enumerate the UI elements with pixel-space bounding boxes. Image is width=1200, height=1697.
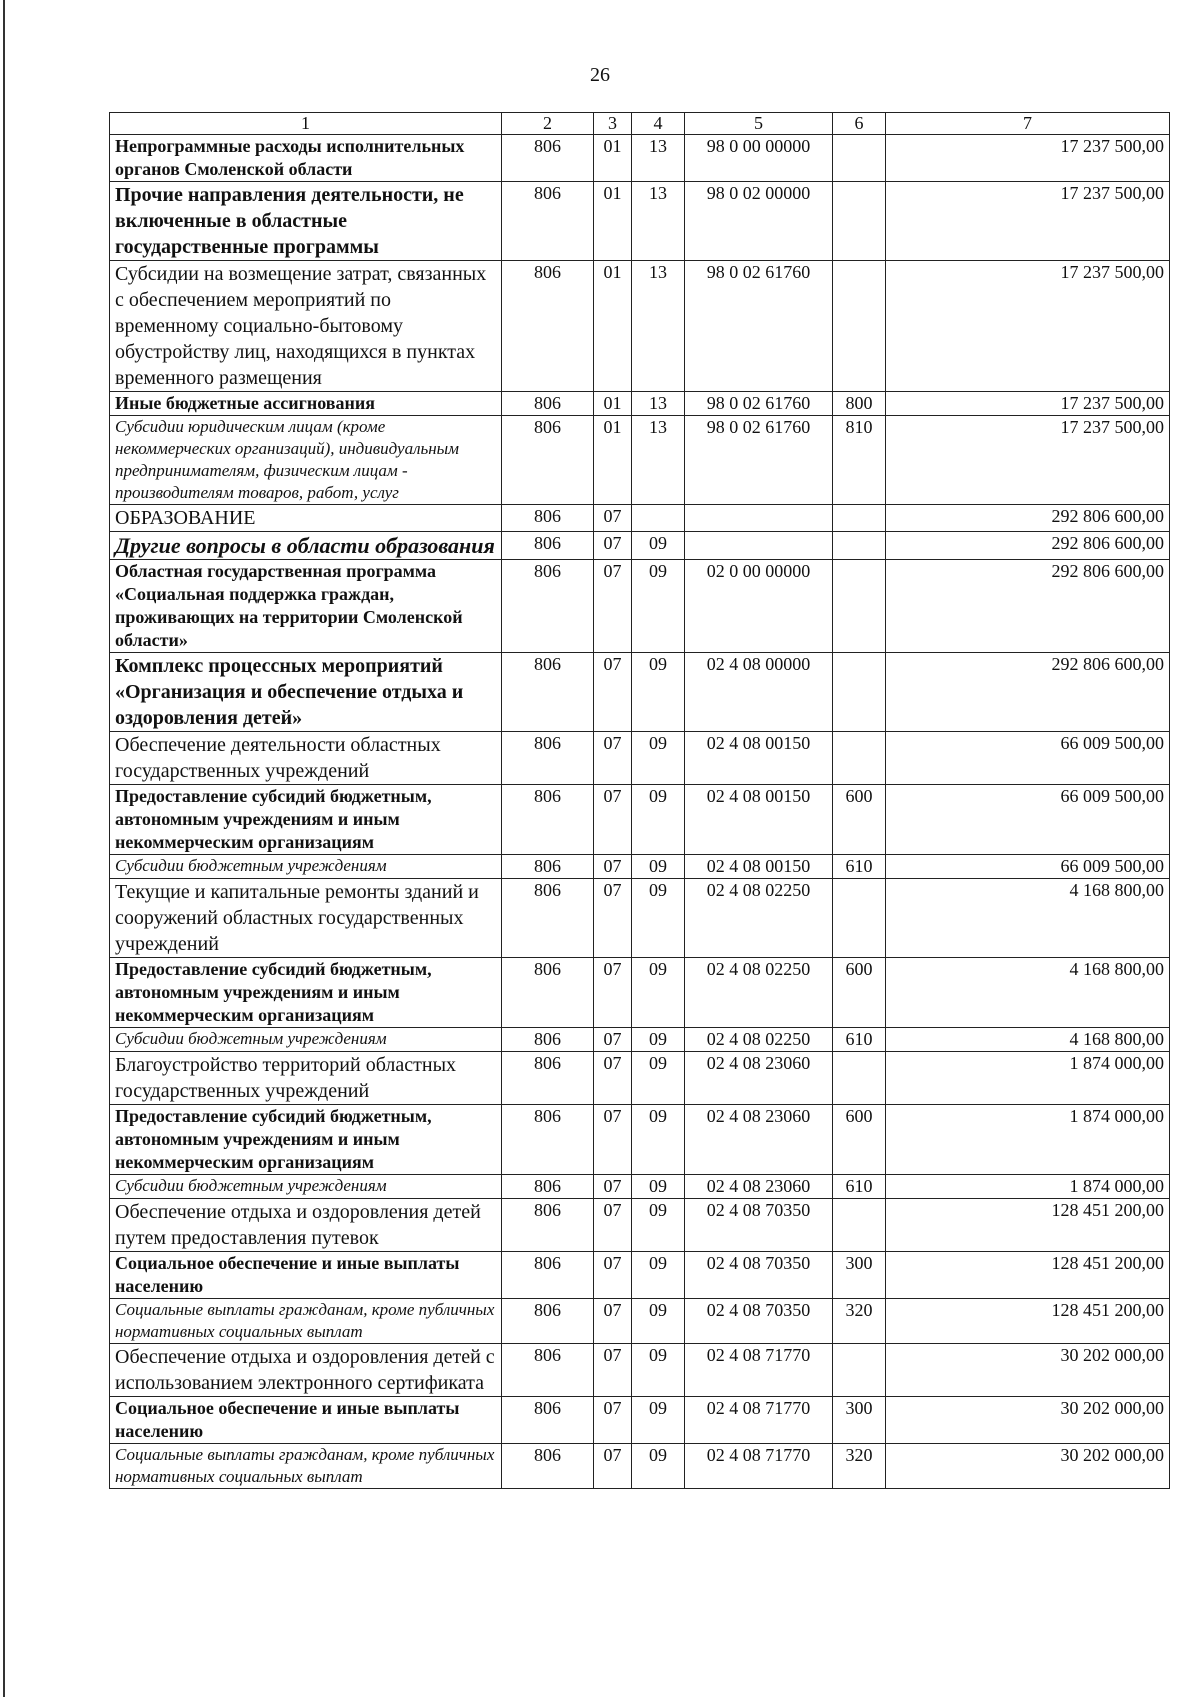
cell-amount: 292 806 600,00 (886, 653, 1170, 732)
cell-expense-type (833, 560, 886, 653)
cell-expense-type (833, 879, 886, 958)
table-row (110, 135, 1170, 182)
cell-target-article: 98 0 02 00000 (685, 182, 833, 261)
table-row (110, 392, 1170, 416)
table-row (110, 1252, 1170, 1299)
cell-section-code: 07 (594, 1299, 632, 1344)
cell-subsection-code: 09 (632, 1252, 685, 1299)
cell-amount: 66 009 500,00 (886, 732, 1170, 785)
cell-amount: 292 806 600,00 (886, 560, 1170, 653)
cell-ministry-code: 806 (502, 532, 594, 560)
cell-target-article: 02 4 08 70350 (685, 1299, 833, 1344)
cell-ministry-code: 806 (502, 653, 594, 732)
cell-item-name: Обеспечение отдыха и оздоровления детей с использованием электронного сертификата (110, 1344, 502, 1397)
cell-target-article: 02 0 00 00000 (685, 560, 833, 653)
cell-amount: 17 237 500,00 (886, 135, 1170, 182)
cell-section-code: 07 (594, 532, 632, 560)
cell-ministry-code: 806 (502, 855, 594, 879)
cell-section-code: 07 (594, 1052, 632, 1105)
table-row (110, 532, 1170, 560)
cell-item-name: ОБРАЗОВАНИЕ (110, 505, 502, 532)
cell-target-article: 02 4 08 02250 (685, 879, 833, 958)
cell-item-name: Обеспечение отдыха и оздоровления детей путем предоставления путевок (110, 1199, 502, 1252)
cell-section-code: 07 (594, 505, 632, 532)
cell-ministry-code: 806 (502, 879, 594, 958)
cell-amount: 66 009 500,00 (886, 785, 1170, 855)
cell-section-code: 01 (594, 261, 632, 392)
cell-ministry-code: 806 (502, 958, 594, 1028)
cell-item-name: Социальное обеспечение и иные выплаты населению (110, 1397, 502, 1444)
cell-section-code: 07 (594, 1105, 632, 1175)
cell-target-article: 98 0 02 61760 (685, 392, 833, 416)
cell-subsection-code: 13 (632, 135, 685, 182)
cell-subsection-code: 09 (632, 1299, 685, 1344)
cell-ministry-code: 806 (502, 1052, 594, 1105)
cell-subsection-code: 09 (632, 653, 685, 732)
cell-target-article: 02 4 08 70350 (685, 1252, 833, 1299)
table-row (110, 261, 1170, 392)
cell-ministry-code: 806 (502, 1397, 594, 1444)
cell-ministry-code: 806 (502, 1175, 594, 1199)
table-row (110, 1397, 1170, 1444)
cell-subsection-code: 09 (632, 1105, 685, 1175)
cell-expense-type (833, 653, 886, 732)
budget-table (109, 112, 1170, 1489)
table-row (110, 653, 1170, 732)
cell-amount: 1 874 000,00 (886, 1052, 1170, 1105)
table-row (110, 1199, 1170, 1252)
table-row (110, 505, 1170, 532)
cell-expense-type: 600 (833, 958, 886, 1028)
cell-expense-type (833, 182, 886, 261)
cell-section-code: 07 (594, 732, 632, 785)
cell-subsection-code: 09 (632, 879, 685, 958)
cell-item-name: Субсидии бюджетным учреждениям (110, 1175, 502, 1199)
cell-amount: 4 168 800,00 (886, 958, 1170, 1028)
table-row (110, 879, 1170, 958)
table-row (110, 1052, 1170, 1105)
cell-expense-type: 600 (833, 785, 886, 855)
cell-expense-type: 300 (833, 1252, 886, 1299)
cell-section-code: 07 (594, 560, 632, 653)
cell-item-name: Благоустройство территорий областных государственных учреждений (110, 1052, 502, 1105)
cell-subsection-code: 09 (632, 1199, 685, 1252)
cell-section-code: 01 (594, 135, 632, 182)
cell-amount: 4 168 800,00 (886, 879, 1170, 958)
table-row (110, 182, 1170, 261)
cell-section-code: 01 (594, 182, 632, 261)
column-header: 6 (833, 113, 886, 135)
table-row (110, 958, 1170, 1028)
cell-subsection-code: 09 (632, 1028, 685, 1052)
cell-ministry-code: 806 (502, 1299, 594, 1344)
cell-item-name: Областная государственная программа «Социальная поддержка граждан, проживающих на территории Смоленской области» (110, 560, 502, 653)
cell-expense-type: 320 (833, 1299, 886, 1344)
cell-expense-type: 300 (833, 1397, 886, 1444)
table-row (110, 732, 1170, 785)
table-row (110, 1105, 1170, 1175)
cell-ministry-code: 806 (502, 261, 594, 392)
cell-ministry-code: 806 (502, 416, 594, 505)
table-row (110, 560, 1170, 653)
cell-amount: 1 874 000,00 (886, 1105, 1170, 1175)
cell-ministry-code: 806 (502, 1028, 594, 1052)
cell-subsection-code: 09 (632, 1444, 685, 1489)
table-row (110, 1028, 1170, 1052)
cell-expense-type: 810 (833, 416, 886, 505)
cell-item-name: Комплекс процессных мероприятий «Организация и обеспечение отдыха и оздоровления детей» (110, 653, 502, 732)
cell-target-article: 98 0 00 00000 (685, 135, 833, 182)
cell-ministry-code: 806 (502, 785, 594, 855)
column-header: 2 (502, 113, 594, 135)
cell-ministry-code: 806 (502, 1199, 594, 1252)
table-row (110, 1444, 1170, 1489)
cell-amount: 30 202 000,00 (886, 1344, 1170, 1397)
cell-section-code: 07 (594, 1028, 632, 1052)
cell-expense-type (833, 732, 886, 785)
cell-subsection-code: 09 (632, 785, 685, 855)
cell-target-article: 02 4 08 23060 (685, 1052, 833, 1105)
table-row (110, 1344, 1170, 1397)
cell-amount: 30 202 000,00 (886, 1397, 1170, 1444)
scan-edge-line (3, 0, 5, 1697)
cell-subsection-code: 13 (632, 182, 685, 261)
cell-section-code: 07 (594, 855, 632, 879)
column-header: 1 (110, 113, 502, 135)
cell-ministry-code: 806 (502, 392, 594, 416)
cell-target-article: 02 4 08 00150 (685, 732, 833, 785)
cell-amount: 66 009 500,00 (886, 855, 1170, 879)
cell-expense-type (833, 1052, 886, 1105)
column-header: 3 (594, 113, 632, 135)
cell-subsection-code: 09 (632, 958, 685, 1028)
cell-item-name: Предоставление субсидий бюджетным, автономным учреждениям и иным некоммерческим организациям (110, 1105, 502, 1175)
cell-target-article: 02 4 08 02250 (685, 1028, 833, 1052)
cell-subsection-code: 13 (632, 416, 685, 505)
cell-ministry-code: 806 (502, 135, 594, 182)
cell-item-name: Субсидии бюджетным учреждениям (110, 855, 502, 879)
cell-subsection-code: 09 (632, 1344, 685, 1397)
cell-item-name: Субсидии на возмещение затрат, связанных с обеспечением мероприятий по временному социально-бытовому обустройству лиц, находящихся в пунктах временного размещения (110, 261, 502, 392)
cell-target-article: 98 0 02 61760 (685, 416, 833, 505)
cell-item-name: Субсидии бюджетным учреждениям (110, 1028, 502, 1052)
cell-target-article: 02 4 08 71770 (685, 1397, 833, 1444)
cell-ministry-code: 806 (502, 560, 594, 653)
cell-target-article: 98 0 02 61760 (685, 261, 833, 392)
header-row (110, 113, 1170, 135)
cell-subsection-code: 09 (632, 560, 685, 653)
cell-section-code: 07 (594, 653, 632, 732)
cell-amount: 128 451 200,00 (886, 1199, 1170, 1252)
cell-expense-type: 600 (833, 1105, 886, 1175)
cell-section-code: 07 (594, 1252, 632, 1299)
cell-expense-type (833, 135, 886, 182)
cell-subsection-code: 13 (632, 392, 685, 416)
cell-item-name: Иные бюджетные ассигнования (110, 392, 502, 416)
cell-section-code: 07 (594, 1444, 632, 1489)
cell-section-code: 07 (594, 1199, 632, 1252)
cell-subsection-code: 09 (632, 732, 685, 785)
cell-amount: 1 874 000,00 (886, 1175, 1170, 1199)
cell-item-name: Прочие направления деятельности, не включенные в областные государственные программы (110, 182, 502, 261)
cell-item-name: Другие вопросы в области образования (110, 532, 502, 560)
cell-item-name: Непрограммные расходы исполнительных органов Смоленской области (110, 135, 502, 182)
cell-subsection-code: 13 (632, 261, 685, 392)
cell-item-name: Субсидии юридическим лицам (кроме некоммерческих организаций), индивидуальным предпринимателям, физическим лицам - производителям товаров, работ, услуг (110, 416, 502, 505)
cell-item-name: Социальное обеспечение и иные выплаты населению (110, 1252, 502, 1299)
cell-section-code: 07 (594, 785, 632, 855)
cell-amount: 30 202 000,00 (886, 1444, 1170, 1489)
column-header: 5 (685, 113, 833, 135)
cell-target-article: 02 4 08 00000 (685, 653, 833, 732)
cell-item-name: Текущие и капитальные ремонты зданий и сооружений областных государственных учреждений (110, 879, 502, 958)
cell-target-article: 02 4 08 00150 (685, 855, 833, 879)
cell-target-article: 02 4 08 70350 (685, 1199, 833, 1252)
cell-subsection-code (632, 505, 685, 532)
cell-expense-type: 320 (833, 1444, 886, 1489)
cell-subsection-code: 09 (632, 855, 685, 879)
cell-target-article: 02 4 08 23060 (685, 1175, 833, 1199)
cell-ministry-code: 806 (502, 1105, 594, 1175)
cell-amount: 292 806 600,00 (886, 505, 1170, 532)
column-header: 4 (632, 113, 685, 135)
column-header: 7 (886, 113, 1170, 135)
cell-item-name: Предоставление субсидий бюджетным, автономным учреждениям и иным некоммерческим организациям (110, 785, 502, 855)
cell-target-article: 02 4 08 23060 (685, 1105, 833, 1175)
cell-expense-type (833, 1344, 886, 1397)
cell-target-article: 02 4 08 02250 (685, 958, 833, 1028)
cell-ministry-code: 806 (502, 1444, 594, 1489)
cell-ministry-code: 806 (502, 182, 594, 261)
cell-target-article: 02 4 08 71770 (685, 1344, 833, 1397)
cell-expense-type: 800 (833, 392, 886, 416)
cell-target-article: 02 4 08 71770 (685, 1444, 833, 1489)
cell-section-code: 07 (594, 879, 632, 958)
cell-ministry-code: 806 (502, 1252, 594, 1299)
cell-item-name: Социальные выплаты гражданам, кроме публичных нормативных социальных выплат (110, 1299, 502, 1344)
cell-expense-type (833, 505, 886, 532)
cell-amount: 128 451 200,00 (886, 1252, 1170, 1299)
cell-amount: 4 168 800,00 (886, 1028, 1170, 1052)
cell-expense-type (833, 532, 886, 560)
cell-item-name: Предоставление субсидий бюджетным, автономным учреждениям и иным некоммерческим организациям (110, 958, 502, 1028)
cell-subsection-code: 09 (632, 1397, 685, 1444)
cell-amount: 17 237 500,00 (886, 392, 1170, 416)
cell-amount: 17 237 500,00 (886, 261, 1170, 392)
cell-section-code: 07 (594, 1175, 632, 1199)
page-number: 26 (590, 64, 610, 86)
cell-section-code: 07 (594, 1344, 632, 1397)
cell-amount: 17 237 500,00 (886, 416, 1170, 505)
cell-expense-type: 610 (833, 1175, 886, 1199)
cell-expense-type (833, 1199, 886, 1252)
cell-item-name: Социальные выплаты гражданам, кроме публичных нормативных социальных выплат (110, 1444, 502, 1489)
cell-section-code: 01 (594, 392, 632, 416)
table-row (110, 785, 1170, 855)
cell-item-name: Обеспечение деятельности областных государственных учреждений (110, 732, 502, 785)
cell-section-code: 07 (594, 1397, 632, 1444)
cell-target-article (685, 505, 833, 532)
cell-amount: 128 451 200,00 (886, 1299, 1170, 1344)
cell-section-code: 01 (594, 416, 632, 505)
cell-expense-type (833, 261, 886, 392)
cell-section-code: 07 (594, 958, 632, 1028)
cell-subsection-code: 09 (632, 1052, 685, 1105)
cell-target-article (685, 532, 833, 560)
cell-amount: 292 806 600,00 (886, 532, 1170, 560)
table-row (110, 855, 1170, 879)
table-row (110, 416, 1170, 505)
cell-amount: 17 237 500,00 (886, 182, 1170, 261)
cell-ministry-code: 806 (502, 505, 594, 532)
cell-subsection-code: 09 (632, 1175, 685, 1199)
cell-subsection-code: 09 (632, 532, 685, 560)
cell-target-article: 02 4 08 00150 (685, 785, 833, 855)
cell-expense-type: 610 (833, 1028, 886, 1052)
table-row (110, 1175, 1170, 1199)
cell-ministry-code: 806 (502, 1344, 594, 1397)
cell-ministry-code: 806 (502, 732, 594, 785)
table-row (110, 1299, 1170, 1344)
cell-expense-type: 610 (833, 855, 886, 879)
